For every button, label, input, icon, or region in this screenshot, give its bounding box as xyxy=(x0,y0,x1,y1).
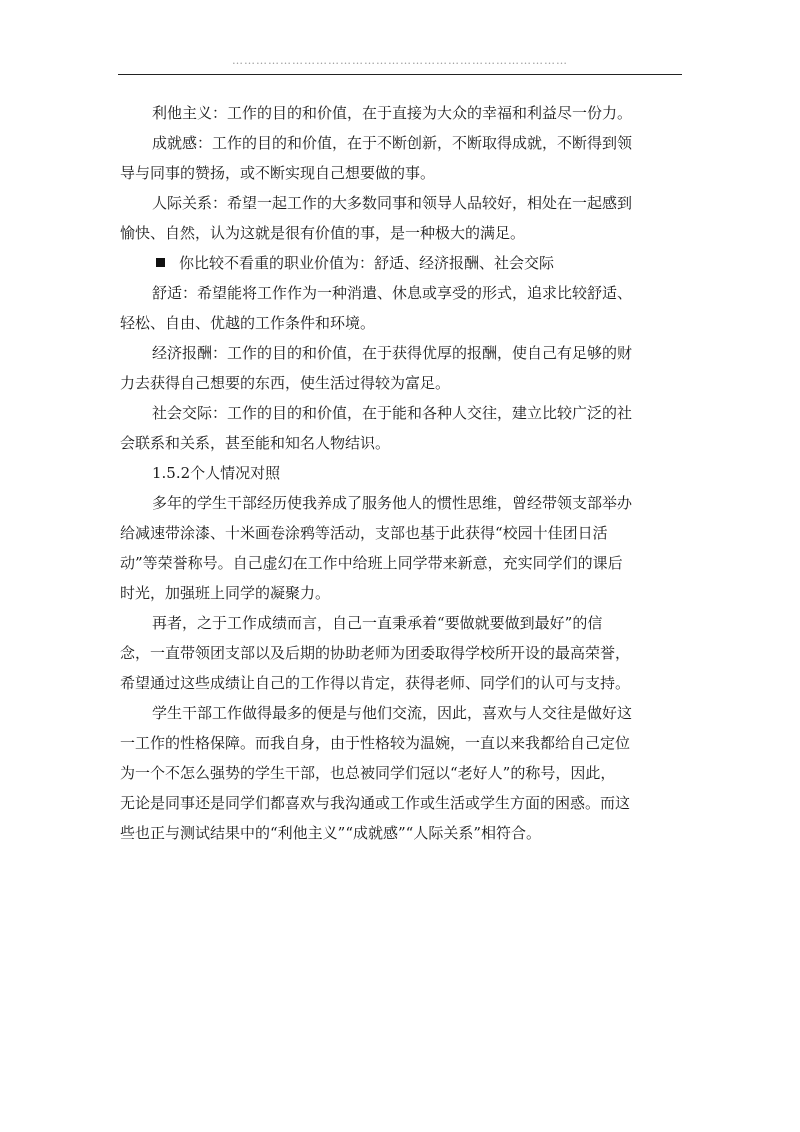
text-line xyxy=(120,368,680,398)
text-line xyxy=(120,548,680,578)
text-line xyxy=(120,428,680,458)
line-text: 社会交际：工作的目的和价值，在于能和各种人交往，建立比较广泛的社 xyxy=(152,404,633,422)
line-text: 轻松、自由、优越的工作条件和环境。 xyxy=(120,314,376,332)
line-text: 为一个不怎么强势的学生干部，也总被同学们冠以“老好人”的称号，因此， xyxy=(120,764,616,782)
line-text: 念，一直带领团支部以及后期的协助老师为团委取得学校所开设的最高荣誉， xyxy=(120,644,631,662)
line-text: 利他主义：工作的目的和价值，在于直接为大众的幸福和利益尽一份力。 xyxy=(152,104,633,122)
text-line xyxy=(120,668,680,698)
line-text: 人际关系：希望一起工作的大多数同事和领导人品较好，相处在一起感到 xyxy=(152,194,633,212)
square-bullet-icon xyxy=(156,258,165,267)
text-line xyxy=(120,398,680,428)
text-line xyxy=(120,638,680,668)
line-text: 你比较不看重的职业价值为：舒适、经济报酬、社会交际 xyxy=(179,254,555,272)
line-text: 导与同事的赞扬，或不断实现自己想要做的事。 xyxy=(120,164,436,182)
text-line xyxy=(120,518,680,548)
text-line xyxy=(120,758,680,788)
line-text: 再者，之于工作成绩而言，自己一直秉承着“要做就要做到最好”的信 xyxy=(152,614,603,632)
line-text: 力去获得自己想要的东西，使生活过得较为富足。 xyxy=(120,374,451,392)
text-line xyxy=(120,458,680,488)
line-text: 愉快、自然，认为这就是很有价值的事，是一种极大的满足。 xyxy=(120,224,526,242)
text-line xyxy=(120,818,680,848)
text-line xyxy=(120,158,680,188)
line-text: 给减速带涂漆、十米画卷涂鸦等活动，支部也基于此获得“校园十佳团日活 xyxy=(120,524,608,542)
document-body xyxy=(120,98,680,848)
text-line xyxy=(120,488,680,518)
line-text: 会联系和关系，甚至能和知名人物结识。 xyxy=(120,434,391,452)
bullet-line xyxy=(120,248,680,278)
line-text: 舒适：希望能将工作作为一种消遣、休息或享受的形式，追求比较舒适、 xyxy=(152,284,633,302)
text-line xyxy=(120,578,680,608)
line-text: 一工作的性格保障。而我自身，由于性格较为温婉，一直以来我都给自己定位 xyxy=(120,734,631,752)
text-line xyxy=(120,338,680,368)
text-line xyxy=(120,188,680,218)
text-line xyxy=(120,698,680,728)
line-text: 学生干部工作做得最多的便是与他们交流，因此，喜欢与人交往是做好这 xyxy=(152,704,633,722)
line-text: 时光，加强班上同学的凝聚力。 xyxy=(120,584,331,602)
line-text: 经济报酬：工作的目的和价值，在于获得优厚的报酬，使自己有足够的财 xyxy=(152,344,633,362)
line-text: 些也正与测试结果中的“利他主义”“成就感”“人际关系”相符合。 xyxy=(120,824,542,842)
line-text: 动”等荣誉称号。自己虚幻在工作中给班上同学带来新意，充实同学们的课后 xyxy=(120,554,623,572)
line-text: 多年的学生干部经历使我养成了服务他人的惯性思维，曾经带领支部举办 xyxy=(152,494,633,512)
text-line xyxy=(120,218,680,248)
page-header xyxy=(118,52,682,75)
page-header-text: ………………………………………………………………………… xyxy=(232,54,568,67)
line-text: 1.5.2个人情况对照 xyxy=(152,464,281,482)
line-text: 无论是同事还是同学们都喜欢与我沟通或工作或生活或学生方面的困惑。而这 xyxy=(120,794,631,812)
text-line xyxy=(120,308,680,338)
text-line xyxy=(120,608,680,638)
text-line xyxy=(120,98,680,128)
text-line xyxy=(120,788,680,818)
text-line xyxy=(120,278,680,308)
text-line xyxy=(120,728,680,758)
text-line xyxy=(120,128,680,158)
line-text: 希望通过这些成绩让自己的工作得以肯定，获得老师、同学们的认可与支持。 xyxy=(120,674,631,692)
line-text: 成就感：工作的目的和价值，在于不断创新，不断取得成就，不断得到领 xyxy=(152,134,633,152)
